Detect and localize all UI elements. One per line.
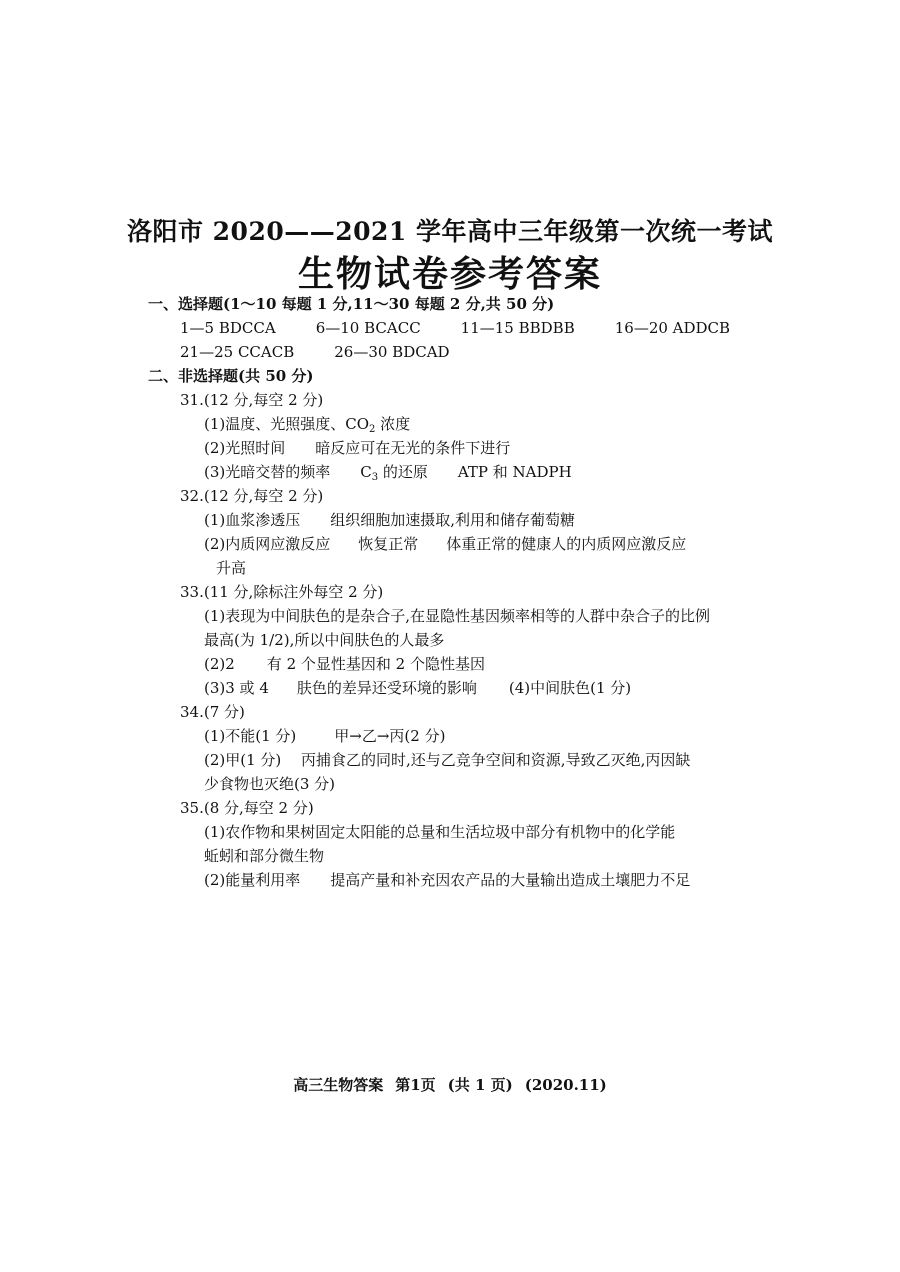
q34-heading: 34.(7 分): [180, 703, 245, 721]
q35-answer-2a: (2)能量利用率: [204, 871, 301, 889]
page-footer: [0, 1074, 900, 1095]
q32-answer-1b: 组织细胞加速摄取,利用和储存葡萄糖: [330, 511, 576, 529]
answer-row-2: [180, 342, 450, 362]
answer-group: 16—20 ADDCB: [614, 319, 731, 337]
q33-answer-3b: 肤色的差异还受环境的影响: [296, 679, 477, 697]
subscript: 2: [369, 424, 376, 435]
q31-answer-3b: C: [360, 463, 372, 481]
answer-key-title: 生物试卷参考答案: [297, 253, 602, 295]
answer-group: 6—10 BCACC: [315, 319, 421, 337]
answer-row-1: [180, 318, 730, 338]
q32-answer-2: [204, 534, 686, 554]
part1-heading: 一、选择题(1～10 每题 1 分,11～30 每题 2 分,共 50 分): [148, 295, 555, 313]
q31-answer-1: [204, 414, 410, 434]
answer-group: 1—5 BDCCA: [180, 319, 276, 337]
q34-answer-2-line-2: 少食物也灭绝(3 分): [204, 775, 336, 793]
footer-date: (2020.11): [524, 1076, 607, 1094]
q33-answer-2b: 有 2 个显性基因和 2 个隐性基因: [266, 655, 485, 673]
q31-answer-3: [204, 462, 572, 482]
q32-answer-1: [204, 510, 575, 530]
q31-answer-3a: (3)光暗交替的频率: [204, 463, 331, 481]
answer-group: 11—15 BBDBB: [460, 319, 575, 337]
q33-answer-1-line-2: 最高(为 1/2),所以中间肤色的人最多: [204, 631, 445, 649]
q33-answer-3: [204, 678, 631, 698]
q35-answer-2: [204, 870, 690, 890]
q33-answer-3a: (3)3 或 4: [204, 679, 269, 697]
answer-group: 26—30 BDCAD: [334, 343, 450, 361]
q31-answer-1-tail: 浓度: [375, 415, 411, 433]
part2-heading: 二、非选择题(共 50 分): [148, 367, 314, 385]
q31-answer-2: [204, 438, 510, 458]
q35-answer-1-line-2: 蚯蚓和部分微生物: [204, 847, 325, 865]
q33-answer-2a: (2)2: [204, 655, 235, 673]
q32-answer-2a: (2)内质网应激反应: [204, 535, 331, 553]
q33-answer-4: (4)中间肤色(1 分): [508, 679, 632, 697]
q33-answer-2: [204, 654, 485, 674]
subscript: 3: [371, 472, 379, 483]
q33-heading: 33.(11 分,除标注外每空 2 分): [180, 583, 384, 601]
q32-answer-2b: 恢复正常: [358, 535, 419, 553]
q31-heading: 31.(12 分,每空 2 分): [180, 391, 324, 409]
q31-answer-3c: ATP 和 NADPH: [457, 463, 572, 481]
q32-heading: 32.(12 分,每空 2 分): [180, 487, 324, 505]
q32-answer-1a: (1)血浆渗透压: [204, 511, 301, 529]
footer-subject: 高三生物答案: [293, 1076, 384, 1094]
exam-title: 洛阳市 2020——2021 学年高中三年级第一次统一考试: [126, 217, 774, 246]
footer-page: 第1页: [395, 1076, 436, 1094]
q33-answer-1-line-1: (1)表现为中间肤色的是杂合子,在显隐性基因频率相等的人群中杂合子的比例: [204, 607, 711, 625]
q31-answer-2a: (2)光照时间: [204, 439, 286, 457]
q34-answer-1: [204, 726, 445, 746]
q35-answer-2b: 提高产量和补充因农产品的大量输出造成土壤肥力不足: [330, 871, 691, 889]
q32-answer-2c: 体重正常的健康人的内质网应激反应: [446, 535, 687, 553]
q31-answer-1-text: (1)温度、光照强度、CO: [204, 415, 370, 433]
q34-answer-2-line-1: (2)甲(1 分) 丙捕食乙的同时,还与乙竞争空间和资源,导致乙灭绝,丙因缺: [204, 751, 691, 769]
answer-group: 21—25 CCACB: [180, 343, 295, 361]
q35-answer-1-line-1: (1)农作物和果树固定太阳能的总量和生活垃圾中部分有机物中的化学能: [204, 823, 676, 841]
q35-heading: 35.(8 分,每空 2 分): [180, 799, 314, 817]
q34-answer-1a: (1)不能(1 分): [204, 727, 297, 745]
q31-answer-2b: 暗反应可在无光的条件下进行: [315, 439, 511, 457]
q31-answer-3b-tail: 的还原: [378, 463, 428, 481]
q32-answer-2d: 升高: [216, 559, 247, 577]
footer-total: (共 1 页): [447, 1076, 513, 1094]
q34-answer-1b: 甲→乙→丙(2 分): [334, 727, 446, 745]
